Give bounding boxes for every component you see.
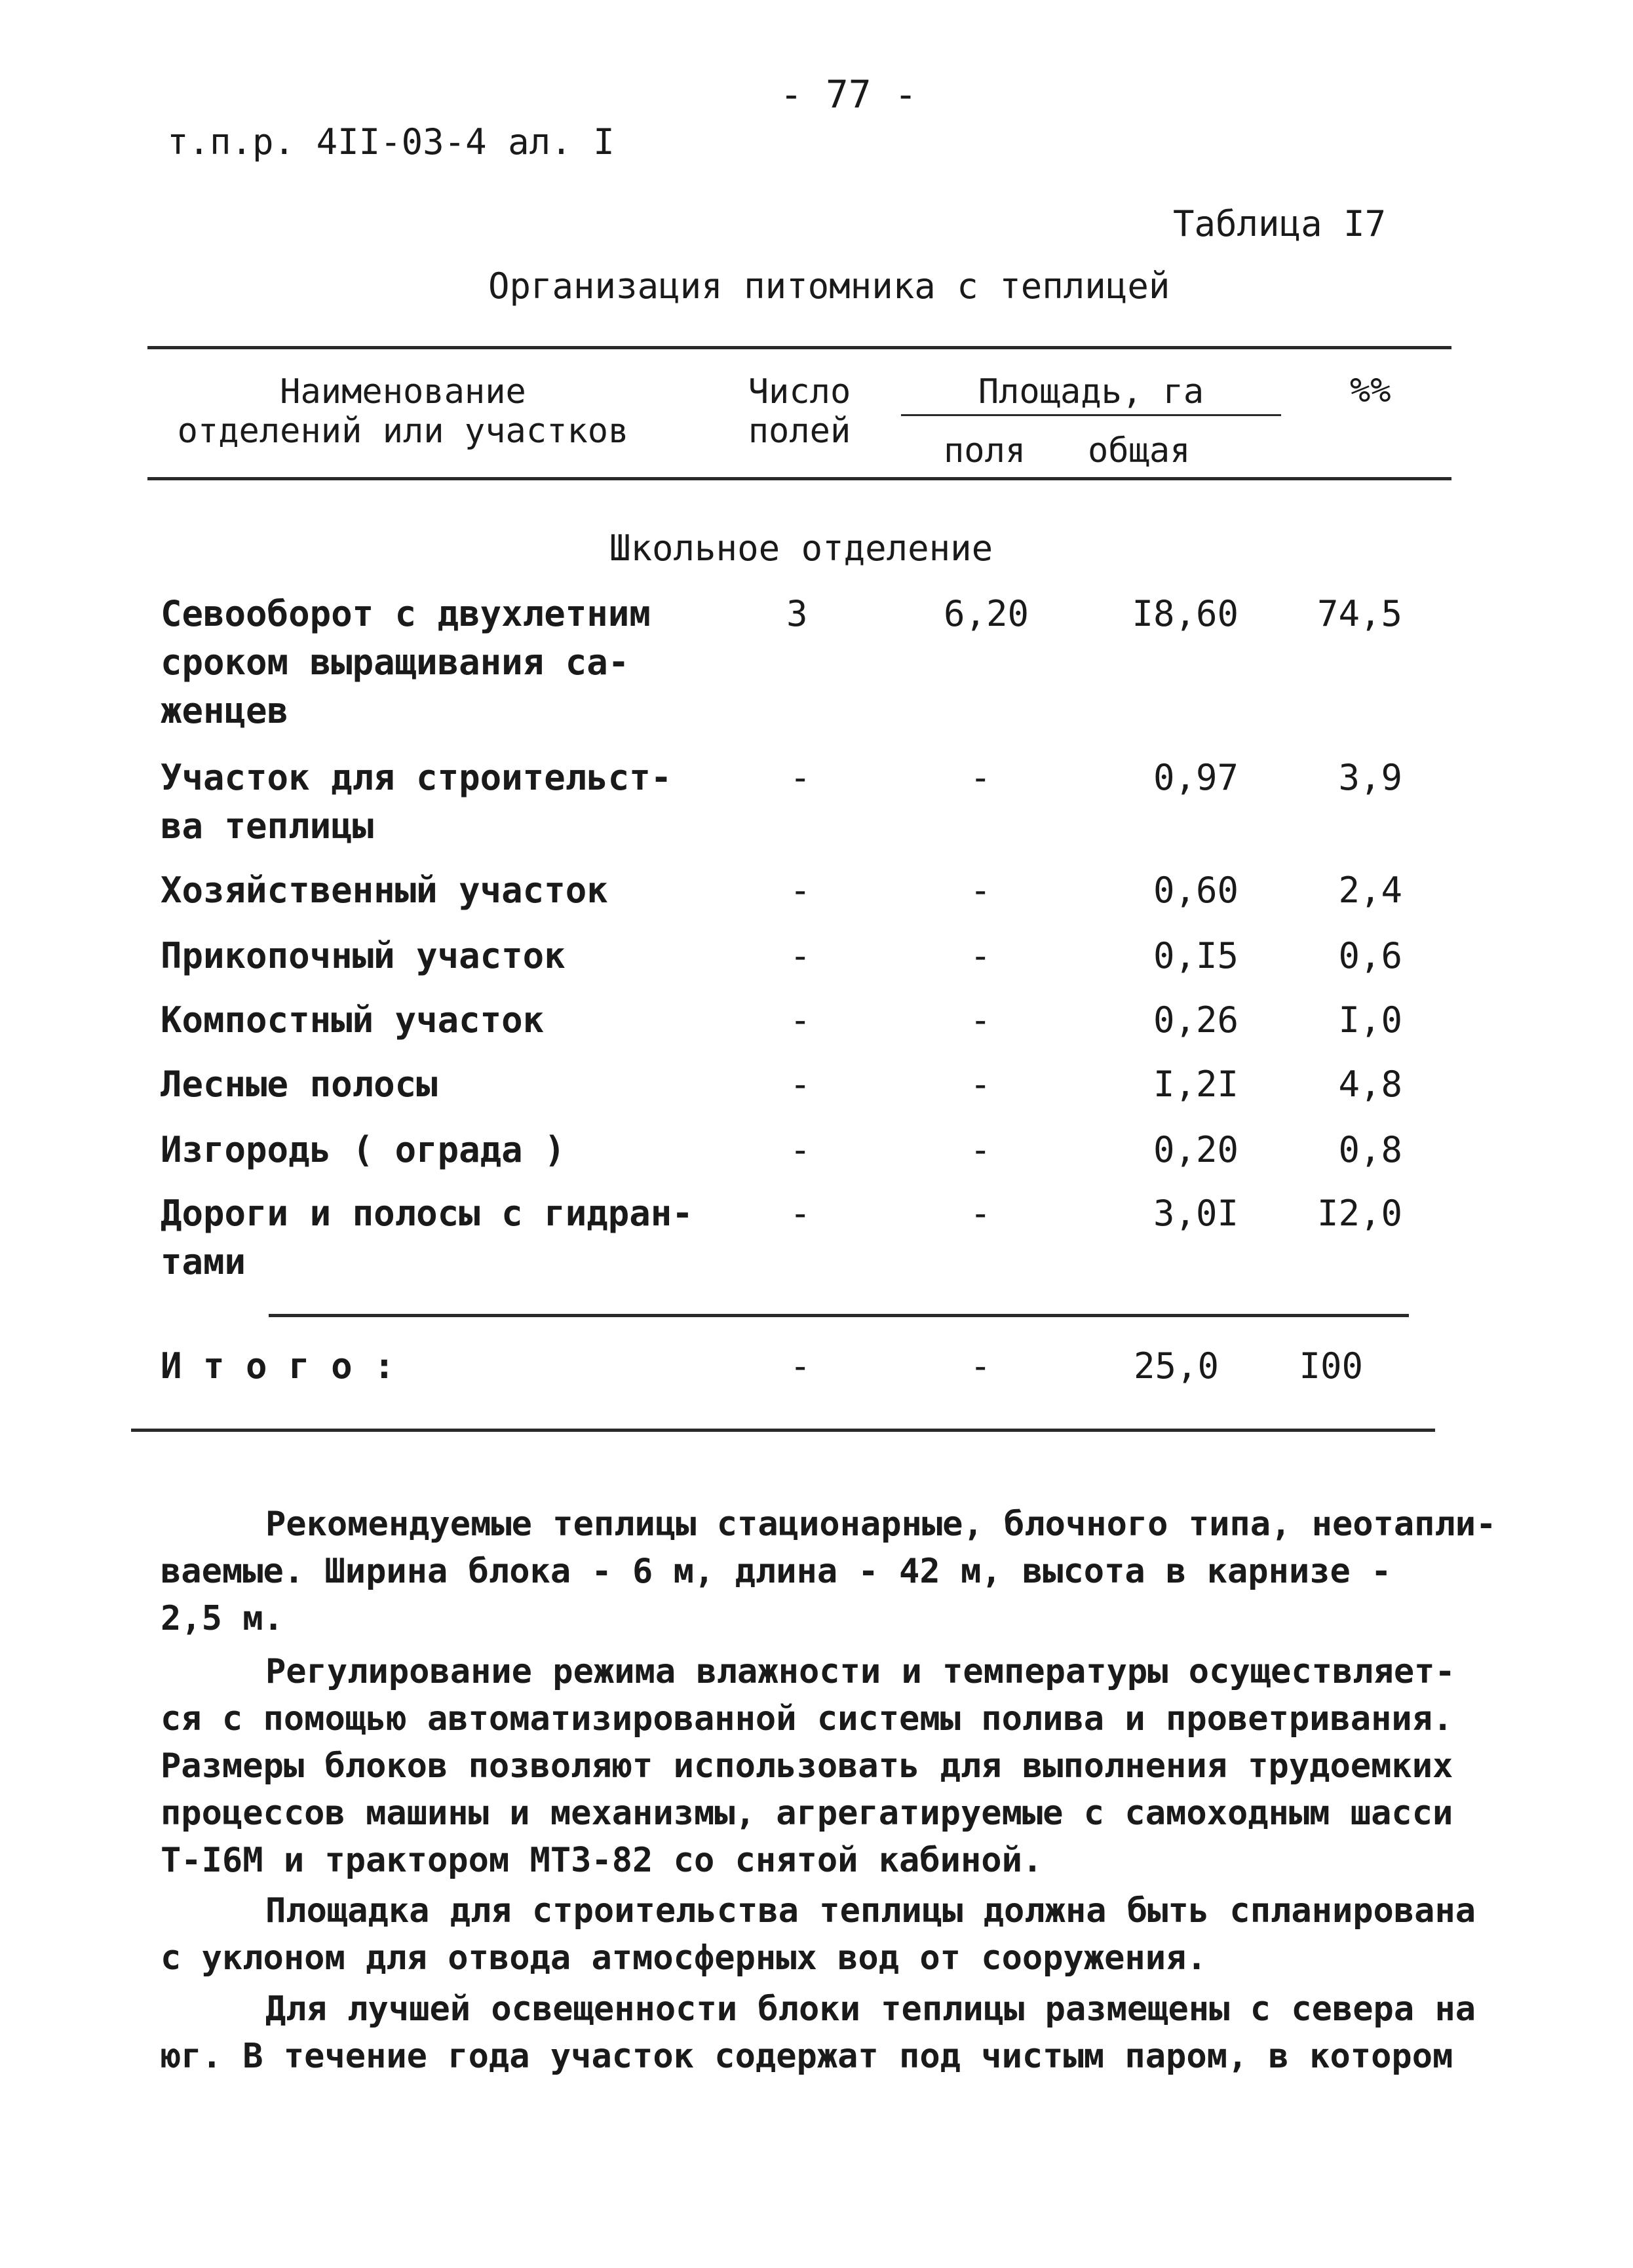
row-name-line: Дороги и полосы с гидран- <box>161 1193 693 1234</box>
document-code: т.п.р. 4II-03-4 ал. I <box>167 121 615 163</box>
page-number: - 77 - <box>780 72 917 117</box>
paragraph <box>161 1648 1478 1884</box>
column-header-area: Площадь, га <box>978 372 1204 412</box>
row-fields: - <box>790 935 811 976</box>
row-field-area: - <box>970 935 991 976</box>
row-percent: I2,0 <box>1316 1193 1402 1234</box>
table-row: Изгородь ( ограда ) <box>161 1129 566 1170</box>
total-fields: - <box>790 1345 811 1387</box>
column-header-percent: %% <box>1350 371 1391 410</box>
table-row: Прикопочный участок <box>161 935 566 976</box>
row-field-area: - <box>970 1064 991 1105</box>
row-total-area: I8,60 <box>1132 593 1239 634</box>
row-total-area: 3,0I <box>1153 1193 1239 1234</box>
table-row: Компостный участок <box>161 999 545 1041</box>
row-name-line: тами <box>161 1241 246 1282</box>
table-bottom-rule <box>131 1429 1435 1432</box>
row-field-area: 6,20 <box>943 593 1029 634</box>
column-header-fields <box>740 372 858 451</box>
column-header-name-line1: Наименование <box>280 372 526 412</box>
paragraph <box>161 1887 1478 1982</box>
paragraph <box>161 1501 1497 1642</box>
row-percent: 3,9 <box>1338 757 1402 798</box>
row-field-area: - <box>970 870 991 911</box>
row-total-area: 0,I5 <box>1153 935 1239 976</box>
total-top-rule <box>269 1314 1409 1317</box>
table-row <box>161 1189 693 1286</box>
row-field-area: - <box>970 757 991 798</box>
table-title: Организация питомника с теплицей <box>488 265 1170 307</box>
row-total-area: I,2I <box>1153 1064 1239 1105</box>
column-header-area-total: общая <box>1088 431 1191 471</box>
paragraph-line: ся с помощью автоматизированной системы полива и проветривания. <box>161 1699 1453 1739</box>
row-percent: 74,5 <box>1316 593 1402 634</box>
paragraph-line: Размеры блоков позволяют использовать для выполнения трудоемких <box>161 1746 1453 1786</box>
row-percent: 4,8 <box>1338 1064 1402 1105</box>
total-area: 25,0 <box>1133 1345 1219 1387</box>
total-field-area: - <box>970 1345 991 1387</box>
paragraph-line: Рекомендуемые теплицы стационарные, блочного типа, неотапли- <box>265 1505 1497 1544</box>
row-field-area: - <box>970 999 991 1041</box>
row-fields: - <box>790 1129 811 1170</box>
row-field-area: - <box>970 1129 991 1170</box>
paragraph-line: 2,5 м. <box>161 1599 284 1638</box>
row-fields: - <box>790 999 811 1041</box>
row-percent: 0,6 <box>1338 935 1402 976</box>
paragraph-line: Регулирование режима влажности и температуры осуществляет- <box>265 1652 1455 1691</box>
table-row: Хозяйственный участок <box>161 870 608 911</box>
column-header-name-line2: отделений или участков <box>177 412 629 451</box>
paragraph-line: Для лучшей освещенности блоки теплицы размещены с севера на <box>265 1989 1476 2029</box>
column-header-fields-line2: полей <box>748 412 851 451</box>
paragraph-line: с уклоном для отвода атмосферных вод от сооружения. <box>161 1938 1207 1978</box>
row-fields: - <box>790 757 811 798</box>
column-header-area-field: поля <box>944 431 1026 471</box>
area-header-rule <box>901 414 1281 416</box>
paragraph-line: ваемые. Ширина блока - 6 м, длина - 42 м, высота в карнизе - <box>161 1552 1392 1591</box>
paragraph-line: процессов машины и механизмы, агрегатируемые с самоходным шасси <box>161 1794 1453 1833</box>
table-row <box>161 754 672 851</box>
paragraph-line: Площадка для строительства теплицы должна быть спланирована <box>265 1891 1476 1931</box>
paragraph-line: юг. В течение года участок содержат под чистым паром, в котором <box>161 2037 1453 2076</box>
row-name-line: ва теплицы <box>161 805 374 847</box>
total-percent: I00 <box>1299 1345 1363 1387</box>
row-name-line: Участок для строительст- <box>161 757 672 798</box>
table-number: Таблица I7 <box>1173 203 1387 244</box>
section-title: Школьное отделение <box>609 528 993 569</box>
row-total-area: 0,26 <box>1153 999 1239 1041</box>
row-percent: 2,4 <box>1338 870 1402 911</box>
table-row: Лесные полосы <box>161 1064 438 1105</box>
paragraph-line: Т-I6М и трактором МТЗ-82 со снятой кабиной. <box>161 1841 1043 1880</box>
row-total-area: 0,20 <box>1153 1129 1239 1170</box>
table-row <box>161 590 651 735</box>
row-name-line: женцев <box>161 690 289 731</box>
table-header-bottom-rule <box>147 477 1451 480</box>
row-field-area: - <box>970 1193 991 1234</box>
column-header-name <box>167 372 639 451</box>
row-percent: 0,8 <box>1338 1129 1402 1170</box>
column-header-fields-line1: Число <box>748 372 851 412</box>
row-fields: - <box>790 1193 811 1234</box>
row-name-line: Севооборот с двухлетним <box>161 593 651 634</box>
paragraph <box>161 1986 1478 2080</box>
row-total-area: 0,60 <box>1153 870 1239 911</box>
row-fields: - <box>790 870 811 911</box>
row-fields: 3 <box>786 593 808 634</box>
table-top-rule <box>147 346 1451 349</box>
row-percent: I,0 <box>1338 999 1402 1041</box>
row-fields: - <box>790 1064 811 1105</box>
row-name-line: сроком выращивания са- <box>161 642 630 683</box>
total-label: И т о г о : <box>161 1345 395 1387</box>
row-total-area: 0,97 <box>1153 757 1239 798</box>
